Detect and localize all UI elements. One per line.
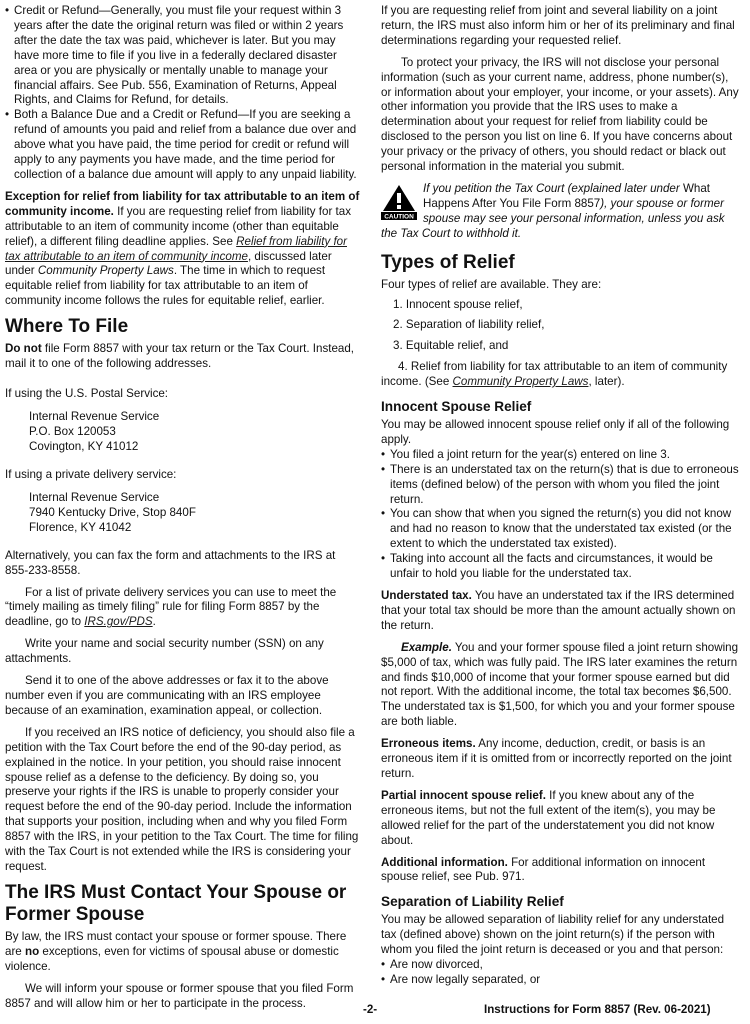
- relief-list: [381, 298, 741, 391]
- list-item: [381, 973, 741, 988]
- list-item: 2. Separation of liability relief,: [393, 318, 545, 332]
- types-of-relief-heading: Types of Relief: [381, 251, 515, 273]
- bullet-icon: •: [381, 958, 386, 972]
- bullet-text: Both a Balance Due and a Credit or Refund—If you are seeking a refund of amounts you paid and relief from a balance due over and above what you have paid, the time period for credit or refund will apply to any payments you have made, and the time period for collection of a balance due amount will apply to any unpaid liability.: [14, 108, 357, 181]
- list-item: [381, 552, 741, 582]
- pds-paragraph: [5, 586, 361, 631]
- bullet-text: Taking into account all the facts and circumstances, it would be unfair to hold you liable for the understated tax.: [390, 552, 713, 581]
- address-line: Internal Revenue Service: [29, 409, 160, 423]
- pds-label: If using a private delivery service:: [5, 467, 177, 481]
- bullet-text: There is an understated tax on the return(s) that is due to erroneous items (defined below) of the person with whom you filed the joint return.: [390, 462, 739, 506]
- bullet-icon: •: [5, 4, 10, 17]
- bullet-credit-or-refund: [5, 4, 361, 108]
- exception-text: If you are requesting relief from liability for tax attributable to an item of community income (other than equitable relief), a different filing deadline applies. See: [5, 204, 352, 248]
- types-intro: Four types of relief are available. They are:: [381, 277, 602, 291]
- list-item: 3. Equitable relief, and: [393, 339, 509, 353]
- erroneous-items-paragraph: [381, 737, 741, 782]
- where-to-file-heading: Where To File: [5, 316, 129, 338]
- list-item: [381, 360, 741, 390]
- understated-tax-heading: Understated tax.: [381, 589, 472, 602]
- footer-title: Instructions for Form 8857 (Rev. 06-2021): [484, 1003, 711, 1016]
- erroneous-items-heading: Erroneous items.: [381, 737, 476, 751]
- example-paragraph: [381, 641, 741, 730]
- example-text: You and your former spouse filed a joint return showing $5,000 of tax, which was fully paid. The IRS later examines the return and finds $10,000 of income that your former spouse earned but did not report. With the additional income, the total tax becomes $6,500. The understated tax is $1,500, for which you and your former spouse are both liable.: [381, 640, 739, 729]
- bullet-text: Are now legally separated, or: [390, 972, 541, 986]
- do-not-emphasis: Do not: [5, 342, 42, 356]
- partial-relief-heading: Partial innocent spouse relief.: [381, 788, 546, 802]
- understated-tax-paragraph: [381, 589, 741, 634]
- additional-info-paragraph: [381, 856, 741, 886]
- caution-box: [381, 182, 741, 242]
- separation-intro: You may be allowed separation of liability relief for any understated tax (defined above) shown on the joint return(s) if the person with whom you filed the joint return is deceased or you and that person:: [381, 913, 725, 957]
- privacy-paragraph: To protect your privacy, the IRS will not disclose your personal information (such as your current name, address, phone number(s), or information about your employer, your income, or your assets). Any other information you provide that the IRS uses to make a determination about your request for relief from liability could be disclosed to the person you list on line 6. If you have concerns about your privacy or the privacy of others, you should redact or black out personal information in the material you submit.: [381, 55, 739, 174]
- usps-address: [29, 409, 361, 454]
- contact-spouse-heading: The IRS Must Contact Your Spouse or Former Spouse: [5, 881, 347, 925]
- caution-label: CAUTION: [384, 213, 414, 220]
- innocent-intro: You may be allowed innocent spouse relief only if all of the following apply.: [381, 418, 730, 446]
- usps-label: If using the U.S. Postal Service:: [5, 386, 169, 400]
- address-line: 7940 Kentucky Drive, Stop 840F: [29, 505, 196, 519]
- bullet-icon: •: [5, 108, 10, 122]
- bullet-icon: •: [381, 447, 386, 461]
- bullet-text: You can show that when you signed the return(s) you did not know and had no reason to know that the understated tax existed (or the extent to which the understated tax existed).: [390, 507, 732, 551]
- erroneous-items-text: Any income, deduction, credit, or basis is an erroneous item if it is omitted from or incorrectly reported on the joint return.: [381, 737, 732, 780]
- right-column: [381, 4, 741, 988]
- pds-text: For a list of private delivery services you can use to meet the “timely mailing as timely filing” rule for filing Form 8857 by the deadline, go to: [5, 585, 337, 629]
- law-text: exceptions, even for victims of spousal abuse or domestic violence.: [5, 944, 339, 973]
- innocent-spouse-heading: Innocent Spouse Relief: [381, 399, 532, 415]
- bullet-icon: •: [381, 972, 386, 986]
- separation-heading: Separation of Liability Relief: [381, 894, 564, 910]
- list-item: [381, 958, 741, 973]
- list-item-text: 4. Relief from liability for tax attributable to an item of community income. (See: [381, 360, 728, 389]
- left-column: [5, 4, 361, 1018]
- inform-paragraph: We will inform your spouse or former spouse that you filed Form 8857 and will allow him or her to participate in the process.: [5, 981, 354, 1010]
- caution-text: ), your spouse or former spouse may see your personal information, unless you ask the Tax Court to withhold it.: [381, 196, 725, 240]
- caution-icon: [381, 184, 417, 220]
- community-property-ref: Community Property Laws: [37, 264, 174, 278]
- additional-info-heading: Additional information.: [381, 855, 508, 869]
- list-item: [381, 448, 741, 463]
- no-emphasis: no: [24, 944, 40, 958]
- exception-paragraph: [5, 190, 361, 309]
- bullet-icon: •: [381, 462, 386, 476]
- page-number: -2-: [363, 1003, 378, 1016]
- bullet-icon: •: [381, 507, 386, 521]
- pds-text: .: [152, 615, 156, 629]
- bullet-balance-due: [5, 108, 361, 183]
- joint-paragraph: If you are requesting relief from joint and several liability on a joint return, the IRS must also inform him or her of its preliminary and final determinations regarding your requested relief.: [381, 4, 735, 47]
- bullet-text: Are now divorced,: [390, 958, 483, 972]
- list-item: 1. Innocent spouse relief,: [393, 297, 523, 311]
- where-text: file Form 8857 with your tax return or the Tax Court. Instead, mail it to one of the following addresses.: [5, 342, 355, 371]
- where-paragraph: [5, 342, 361, 372]
- partial-relief-text: If you knew about any of the erroneous items, but not the full extent of the item(s), you may be allowed relief for the part of the understatement you did not know about.: [381, 788, 716, 847]
- exception-text: . The time in which to request equitable relief from liability for tax attributable to an item of community income follows the rules for equitable relief, earlier.: [5, 264, 326, 308]
- pds-address: [29, 490, 361, 535]
- bullet-icon: •: [381, 552, 386, 566]
- law-paragraph: [5, 930, 361, 975]
- example-heading: Example.: [401, 640, 452, 654]
- bullet-text: Credit or Refund—Generally, you must file your request within 3 years after the date the original return was filed or within 2 years after the date the tax was paid, whichever is later. But you may have more time to file if you live in a federally declared disaster area or you are physically or mentally unable to manage your financial affairs. See Pub. 556, Examination of Returns, Appeal Rights, and Claims for Refund, for details.: [14, 4, 344, 107]
- community-income-link[interactable]: Relief from liability for tax attributable to an item of community income: [5, 234, 347, 263]
- list-item-text: , later).: [588, 375, 625, 389]
- list-item: [381, 507, 741, 552]
- caution-ref: What Happens After You File Form 8857: [423, 181, 711, 210]
- fax-paragraph: Alternatively, you can fax the form and attachments to the IRS at 855-233-8558.: [5, 548, 336, 577]
- ssn-paragraph: Write your name and social security number (SSN) on any attachments.: [5, 637, 324, 666]
- caution-text: If you petition the Tax Court (explained later under: [423, 181, 683, 195]
- address-line: Covington, KY 41012: [29, 439, 139, 453]
- exception-text: , discussed later under: [5, 249, 332, 278]
- address-line: Internal Revenue Service: [29, 490, 160, 504]
- list-item: [381, 463, 741, 508]
- community-property-link[interactable]: Community Property Laws: [452, 375, 589, 389]
- send-paragraph: Send it to one of the above addresses or fax it to the above number even if you are communicating with an IRS employee because of an examination, examination appeal, or collection.: [5, 674, 329, 717]
- address-line: P.O. Box 120053: [29, 424, 116, 438]
- law-text: By law, the IRS must contact your spouse or former spouse. There are: [5, 929, 347, 958]
- bullet-text: You filed a joint return for the year(s) entered on line 3.: [390, 447, 670, 461]
- notice-paragraph: If you received an IRS notice of deficiency, you should also file a petition with the Tax Court before the end of the 90-day period, as explained in the notice. In your petition, you should raise innocent spouse relief as a defense to the deficiency. By doing so, you preserve your rights if the IRS is unable to properly consider your request before the end of the 90-day period. Include the information that supports your position, including when and why you filed Form 8857 with the IRS, in your petition to the Tax Court. The time for filing with the Tax Court is not extended while the IRS is considering your request.: [5, 725, 359, 873]
- address-line: Florence, KY 41042: [29, 520, 132, 534]
- irs-pds-link[interactable]: IRS.gov/PDS: [84, 615, 153, 629]
- understated-tax-text: You have an understated tax if the IRS determined that your total tax should be more than the amount actually shown on the return.: [381, 589, 736, 632]
- exception-heading: Exception for relief from liability for tax attributable to an item of community income.: [5, 189, 360, 218]
- partial-relief-paragraph: [381, 789, 741, 849]
- additional-info-text: For additional information on innocent spouse relief, see Pub. 971.: [381, 855, 706, 884]
